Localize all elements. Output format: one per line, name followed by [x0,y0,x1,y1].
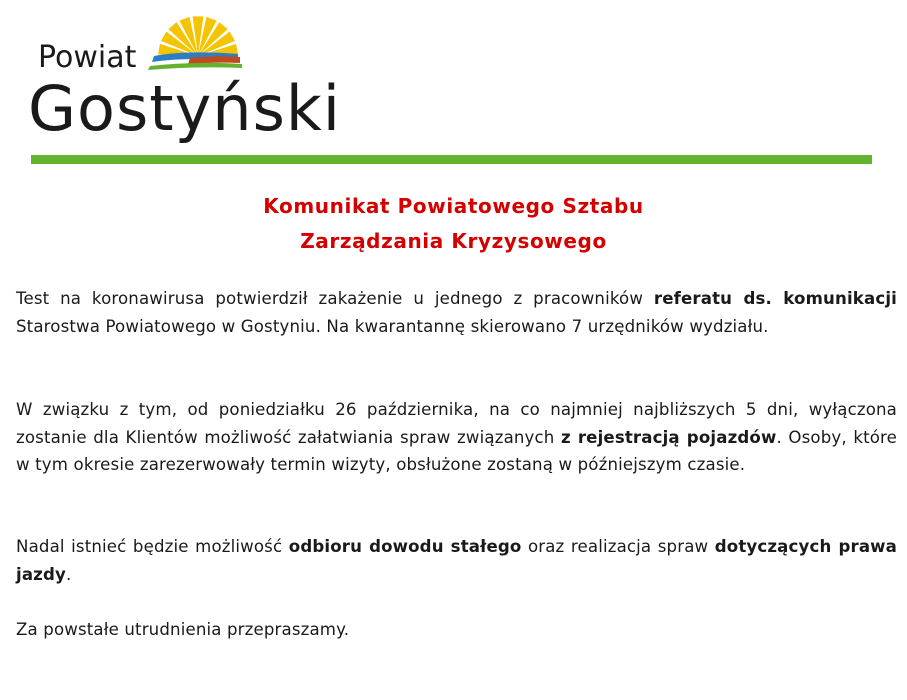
text-span: . [66,564,72,584]
paragraph-apology: Za powstałe utrudnienia przepraszamy. [16,620,350,639]
announcement-title-line2: Zarządzania Kryzysowego [300,229,607,253]
powiat-gostynski-logo [0,0,907,175]
paragraph-registration [16,396,897,479]
logo-powiat-text: Powiat [38,40,137,75]
bold-text: referatu ds. komunikacji [653,289,897,308]
text-span: oraz realizacja spraw [521,537,715,556]
bold-text: z rejestracją pojazdów [561,427,777,447]
paragraph-infection [16,285,897,340]
text-span: Starostwa Powiatowego w Gostyniu. Na kwarantannę skierowano 7 urzędników wydziału. [16,316,769,336]
grass-stripe [148,63,242,70]
bold-text: dotyczących prawa jazdy [16,537,897,584]
bold-text: odbioru dowodu stałego [288,537,522,556]
logo-gostynski-text: Gostyński [28,72,342,145]
green-divider [31,155,872,164]
paragraph-services [16,533,897,588]
text-span: W związku z tym, od poniedziałku 26 października, na co najmniej najbliższych 5 dni, wyłączona zostanie dla Klientów możliwość załatwiania spraw związanych [16,400,897,447]
sun-over-sea-icon [146,14,246,70]
announcement-title-line1: Komunikat Powiatowego Sztabu [263,194,644,218]
text-span: . Osoby, które w tym okresie zarezerwowały termin wizyty, obsłużone zostaną w późniejszym czasie. [16,427,898,474]
text-span: Nadal istnieć będzie możliwość [16,537,289,556]
text-span: Test na koronawirusa potwierdził zakażenie u jednego z pracowników [16,289,654,308]
sun-ray [193,16,204,56]
